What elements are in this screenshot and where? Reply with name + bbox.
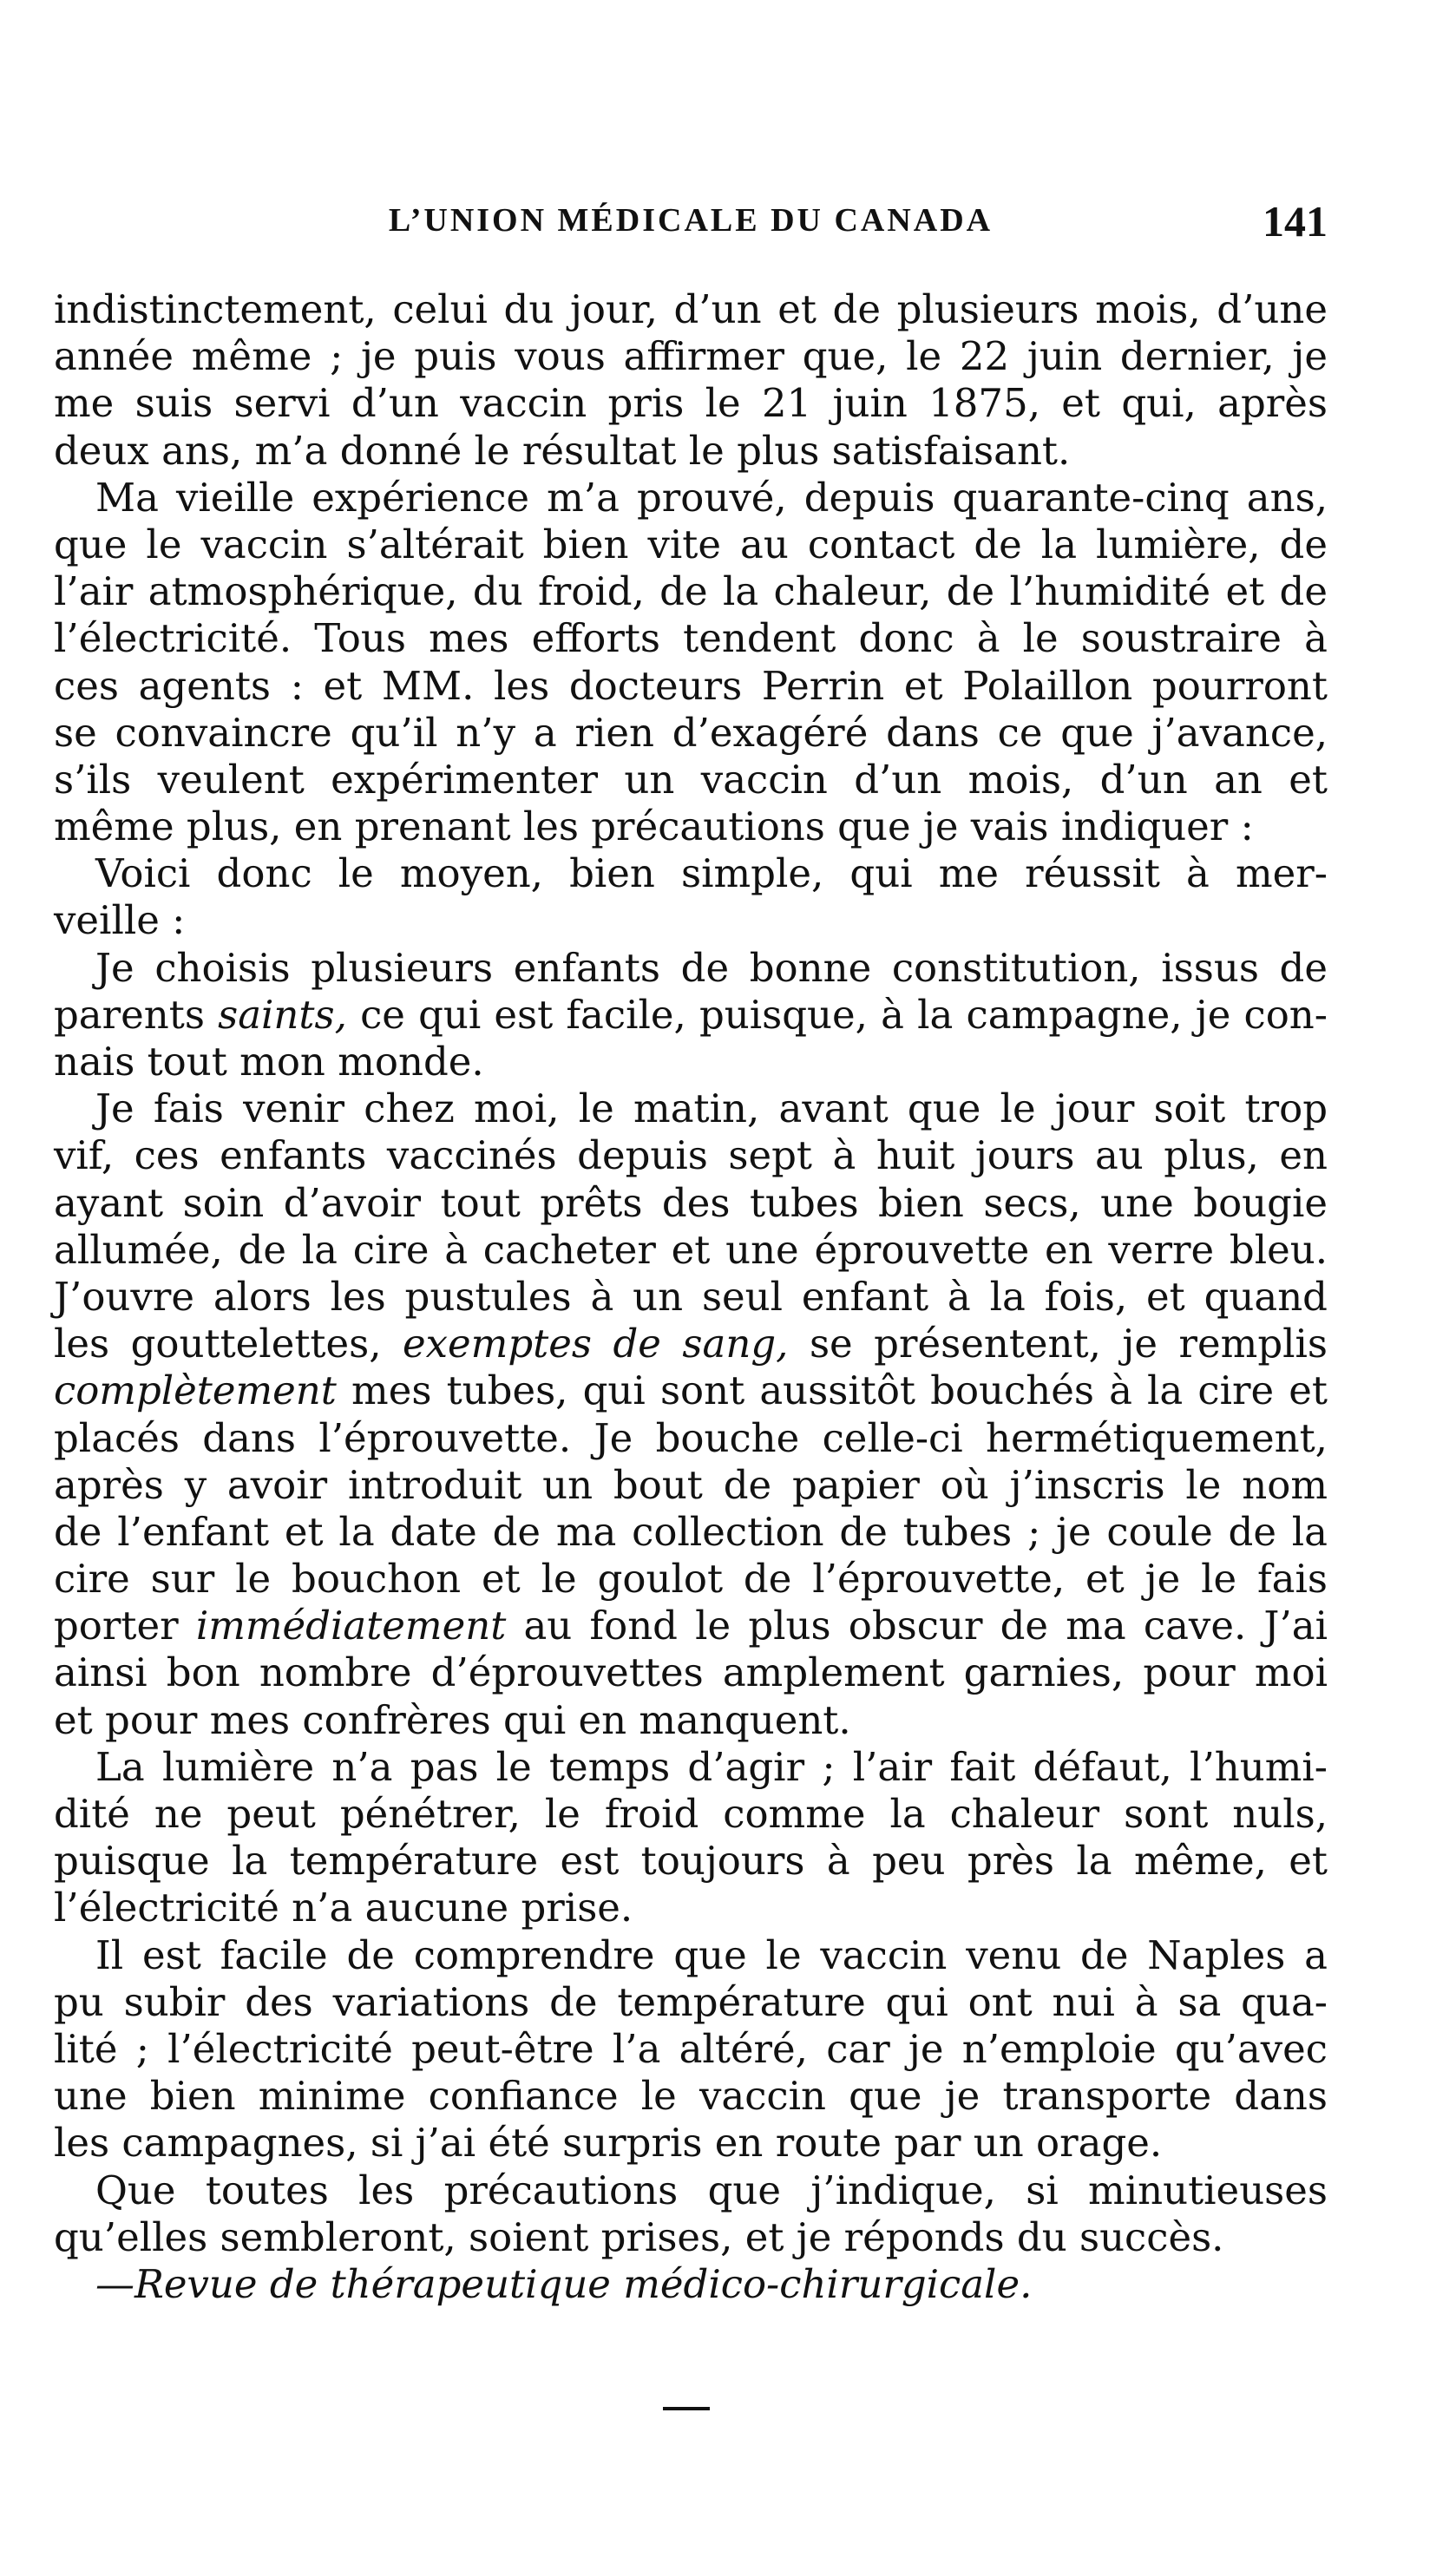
text-line: l’électricité. Tous mes efforts tendent donc à le soustraire à: [54, 615, 1328, 662]
running-head: [54, 197, 1328, 253]
text-line: [54, 1367, 1328, 1414]
text-line: que le vaccin s’altérait bien vite au contact de la lumière, de: [54, 521, 1328, 567]
text-line: s’ils veulent expérimenter un vaccin d’un mois, d’un an et: [54, 756, 1328, 803]
text-line: année même ; je puis vous affirmer que, le 22 juin dernier, je: [54, 333, 1328, 380]
text-line: se convaincre qu’il n’y a rien d’exagéré dans ce que j’avance,: [54, 709, 1328, 756]
text-run: se présentent, je remplis: [809, 1321, 1328, 1367]
text-run: ce qui est facile, puisque, à la campagne, je con-: [360, 991, 1328, 1038]
text-line: ayant soin d’avoir tout prêts des tubes bien secs, une bougie: [54, 1179, 1328, 1226]
text-run: les gouttelettes,: [54, 1321, 382, 1367]
text-line: allumée, de la cire à cacheter et une éprouvette en verre bleu.: [54, 1226, 1328, 1273]
text-run: parents: [54, 991, 205, 1038]
text-line: ces agents : et MM. les docteurs Perrin et Polaillon pourront: [54, 662, 1328, 709]
text-run: mes tubes, qui sont aussitôt bouchés à la cire et: [351, 1367, 1328, 1414]
text-line: vif, ces enfants vaccinés depuis sept à huit jours au plus, en: [54, 1132, 1328, 1179]
text-line: et pour mes confrères qui en manquent.: [54, 1696, 851, 1743]
text-line: Il est facile de comprendre que le vaccin venu de Naples a: [95, 1931, 1328, 1978]
text-line: de l’enfant et la date de ma collection de tubes ; je coule de la: [54, 1508, 1328, 1555]
italic-run: saints,: [218, 991, 347, 1038]
text-line: [54, 1603, 1328, 1649]
text-line: me suis servi d’un vaccin pris le 21 juin 1875, et qui, après: [54, 380, 1328, 427]
article-body: [54, 286, 1328, 2308]
page-number: 141: [1263, 197, 1328, 246]
text-line: pu subir des variations de température qui ont nui à sa qua-: [54, 1978, 1328, 2025]
text-line: J’ouvre alors les pustules à un seul enfant à la fois, et quand: [54, 1273, 1328, 1320]
end-rule: [663, 2407, 710, 2410]
text-line: même plus, en prenant les précautions que je vais indiquer :: [54, 803, 1254, 850]
text-line: Que toutes les précautions que j’indique, si minutieuses: [95, 2167, 1328, 2213]
text-line: après y avoir introduit un bout de papier où j’inscris le nom: [54, 1461, 1328, 1508]
italic-run: immédiatement: [195, 1603, 507, 1649]
italic-run: exemptes de sang,: [403, 1321, 789, 1367]
text-line: Ma vieille expérience m’a prouvé, depuis quarante-cinq ans,: [95, 474, 1328, 521]
text-line: l’air atmosphérique, du froid, de la chaleur, de l’humidité et de: [54, 568, 1328, 615]
text-line: lité ; l’électricité peut-être l’a altéré, car je n’emploie qu’avec: [54, 2025, 1328, 2072]
text-line: ainsi bon nombre d’éprouvettes amplement garnies, pour moi: [54, 1649, 1328, 1696]
text-line: une bien minime confiance le vaccin que je transporte dans: [54, 2073, 1328, 2120]
text-run: porter: [54, 1603, 179, 1649]
text-line: nais tout mon monde.: [54, 1039, 484, 1085]
text-line: cire sur le bouchon et le goulot de l’éprouvette, et je le fais: [54, 1556, 1328, 1603]
text-line: indistinctement, celui du jour, d’un et de plusieurs mois, d’une: [54, 286, 1328, 332]
text-line: puisque la température est toujours à peu près la même, et: [54, 1838, 1328, 1885]
text-line: [54, 992, 1328, 1039]
text-line: qu’elles sembleront, soient prises, et je réponds du succès.: [54, 2213, 1224, 2260]
text-line: Je choisis plusieurs enfants de bonne constitution, issus de: [95, 944, 1328, 991]
italic-run: complètement: [54, 1367, 337, 1414]
text-line: Voici donc le moyen, bien simple, qui me réussit à mer-: [95, 850, 1328, 897]
text-line: l’électricité n’a aucune prise.: [54, 1885, 633, 1931]
text-run: au fond le plus obscur de ma cave. J’ai: [523, 1603, 1328, 1649]
text-line: [54, 1321, 1328, 1367]
text-line: La lumière n’a pas le temps d’agir ; l’air fait défaut, l’humi-: [95, 1743, 1328, 1790]
text-line: veille :: [54, 897, 186, 944]
text-line: deux ans, m’a donné le résultat le plus satisfaisant.: [54, 427, 1071, 474]
text-line: Je fais venir chez moi, le matin, avant que le jour soit trop: [95, 1085, 1328, 1132]
journal-title: L’UNION MÉDICALE DU CANADA: [388, 202, 994, 239]
text-line: dité ne peut pénétrer, le froid comme la chaleur sont nuls,: [54, 1791, 1328, 1837]
source-citation: —Revue de thérapeutique médico-chirurgicale.: [95, 2260, 1033, 2307]
text-line: les campagnes, si j’ai été surpris en route par un orage.: [54, 2120, 1163, 2167]
text-line: placés dans l’éprouvette. Je bouche celle-ci hermétiquement,: [54, 1414, 1328, 1461]
